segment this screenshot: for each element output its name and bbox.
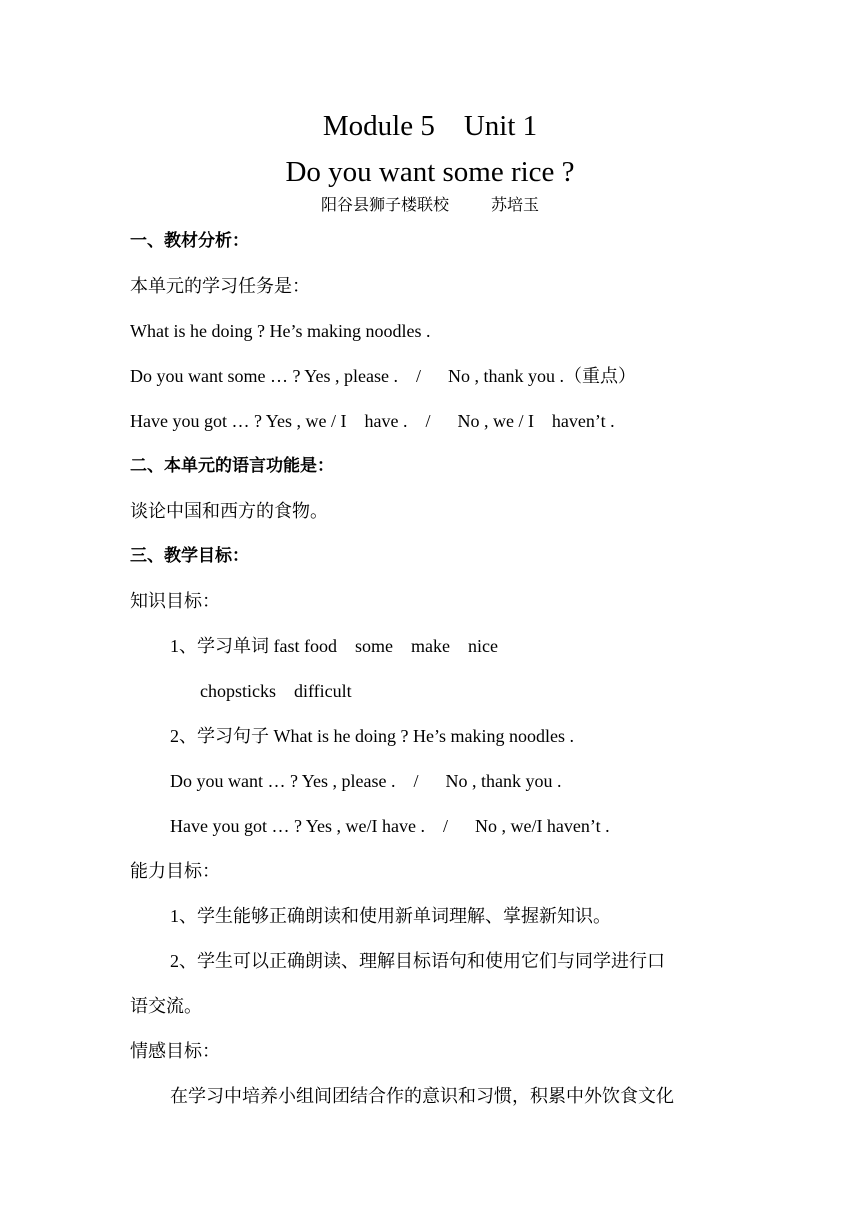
paragraph: What is he doing ? He’s making noodles . (130, 321, 431, 341)
paragraph: Have you got … ? Yes , we / I have . / No , we / I haven’t . (130, 411, 615, 431)
section-heading-function: 二、本单元的语言功能是： (130, 456, 334, 476)
author-line (0, 196, 860, 216)
list-item: 1、学生能够正确朗读和使用新单词理解、掌握新知识。 (170, 906, 611, 926)
paragraph: 谈论中国和西方的食物。 (130, 501, 328, 521)
list-item-continuation: Have you got … ? Yes , we/I have . / No , we/I haven’t . (170, 816, 610, 836)
list-item: 2、学习句子 What is he doing ? He’s making noodles . (170, 726, 574, 746)
paragraph: Do you want some … ? Yes , please . / No , thank you .（重点） (130, 366, 636, 386)
paragraph: 在学习中培养小组间团结合作的意识和习惯，积累中外饮食文化 (170, 1086, 674, 1106)
subsection-label: 能力目标： (130, 861, 220, 881)
page-subtitle: Do you want some rice ? (285, 156, 575, 188)
list-item: 2、学生可以正确朗读、理解目标语句和使用它们与同学进行口 (170, 951, 665, 971)
list-item: 1、学习单词 fast food some make nice (170, 636, 498, 656)
page-title: Module 5 Unit 1 (322, 110, 538, 142)
list-item-continuation: 语交流。 (130, 996, 202, 1016)
list-item-continuation: Do you want … ? Yes , please . / No , thank you . (170, 771, 562, 791)
school-name: 阳谷县狮子楼联校 (320, 197, 449, 214)
section-heading-analysis: 一、教材分析： (130, 231, 249, 251)
section-heading-objectives: 三、教学目标： (130, 546, 249, 566)
author-name: 苏培玉 (491, 197, 540, 214)
list-item-continuation: chopsticks difficult (200, 681, 352, 701)
subsection-label: 知识目标： (130, 591, 220, 611)
paragraph: 本单元的学习任务是： (130, 276, 310, 296)
subsection-label: 情感目标： (130, 1041, 220, 1061)
